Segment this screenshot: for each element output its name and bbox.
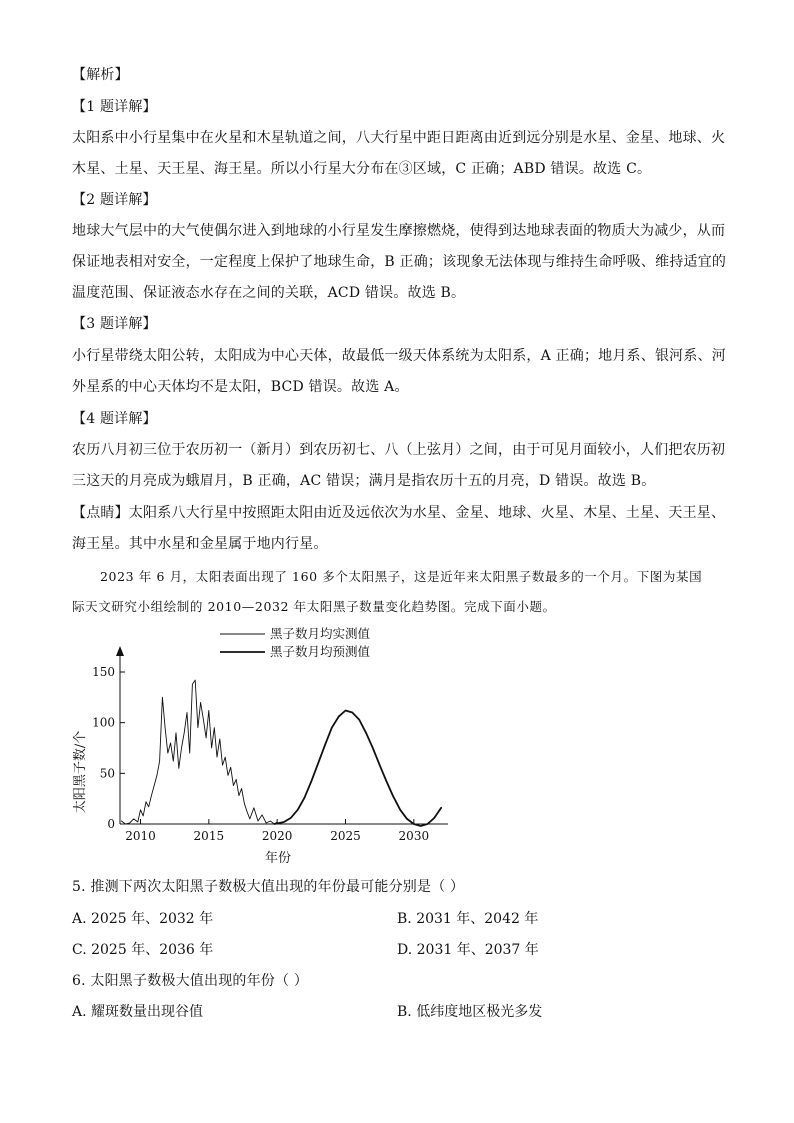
- q2-text-line: 温度范围、保证液态水存在之间的关联，ACD 错误。故选 B。: [72, 285, 466, 301]
- q3-header: 【3 题详解】: [72, 316, 157, 332]
- x-tick-label: 2015: [193, 829, 225, 843]
- q1-header: 【1 题详解】: [72, 99, 157, 115]
- y-axis-label: 太阳黑子数/个: [73, 730, 88, 814]
- q1-text-line: 太阳系中小行星集中在火星和木星轨道之间，八大行星中距日距离由近到远分别是水星、金星、地球、火: [72, 130, 726, 146]
- intro-line: 际天文研究小组绘制的 2010—2032 年太阳黑子数量变化趋势图。完成下面小题。: [72, 599, 556, 614]
- intro-line: 2023 年 6 月，太阳表面出现了 160 多个太阳黑子，这是近年来太阳黑子数最多的一个月。下图为某国: [100, 569, 703, 584]
- series-line-observed: [121, 680, 277, 824]
- x-axis-label: 年份: [264, 851, 292, 866]
- tip-line: [72, 503, 732, 523]
- question-6-option-b[interactable]: B. 低纬度地区极光多发: [397, 1004, 543, 1020]
- y-tick-label: 50: [99, 766, 115, 781]
- q2-text-line: 地球大气层中的大气使偶尔进入到地球的小行星发生摩擦燃烧，使得到达地球表面的物质大为减少，从而: [72, 223, 726, 239]
- tip-label: 【点睛】: [72, 505, 129, 521]
- tip-text: 太阳系八大行星中按照距太阳由近及远依次为水星、金星、地球、火星、木星、土星、天王星、: [128, 505, 726, 521]
- q3-text-line: 外星系的中心天体均不是太阳，BCD 错误。故选 A。: [72, 379, 409, 395]
- legend-label: 黑子数月均预测值: [270, 644, 371, 659]
- y-tick-label: 100: [92, 715, 115, 730]
- question-6-stem: 6. 太阳黑子数极大值出现的年份（ ）: [72, 973, 309, 989]
- chart-ticks: [92, 665, 429, 843]
- series-line-predicted: [274, 711, 441, 827]
- chart-series: [121, 680, 441, 826]
- q2-header: 【2 题详解】: [72, 192, 157, 208]
- y-tick-label: 0: [107, 817, 115, 831]
- x-tick-label: 2025: [330, 829, 361, 843]
- question-5-option-c[interactable]: C. 2025 年、2036 年: [72, 942, 214, 958]
- question-6-option-a[interactable]: A. 耀斑数量出现谷值: [72, 1004, 204, 1020]
- q4-header: 【4 题详解】: [72, 411, 157, 427]
- x-tick-label: 2010: [125, 829, 156, 843]
- legend-label: 黑子数月均实测值: [270, 626, 371, 641]
- q3-text-line: 小行星带绕太阳公转，太阳成为中心天体，故最低一级天体系统为太阳系，A 正确；地月系、银河系、河: [72, 348, 726, 364]
- question-5-option-b[interactable]: B. 2031 年、2042 年: [397, 911, 539, 927]
- q4-text-line: 三这天的月亮成为蛾眉月，B 正确，AC 错误；满月是指农历十五的月亮，D 错误。故选 B。: [72, 473, 656, 489]
- tip-text-line: 海王星。其中水星和金星属于地内行星。: [72, 536, 328, 552]
- y-axis-arrow: [116, 646, 124, 656]
- analysis-title: 【解析】: [72, 67, 129, 83]
- question-5-stem: 5. 推测下两次太阳黑子数极大值出现的年份最可能分别是（ ）: [72, 879, 465, 895]
- q1-text-line: 木星、土星、天王星、海王星。所以小行星大分布在③区域，C 正确；ABD 错误。故选 C。: [72, 161, 652, 177]
- chart-legend: [220, 626, 371, 659]
- q2-text-line: 保证地表相对安全，一定程度上保护了地球生命，B 正确；该现象无法体现与维持生命呼吸、维持适宜的: [72, 254, 727, 270]
- sunspot-chart: [60, 620, 480, 870]
- question-5-option-d[interactable]: D. 2031 年、2037 年: [397, 942, 539, 958]
- x-tick-label: 2030: [398, 829, 430, 843]
- x-tick-label: 2020: [261, 829, 293, 843]
- y-tick-label: 150: [92, 665, 115, 679]
- question-5-option-a[interactable]: A. 2025 年、2032 年: [72, 911, 214, 927]
- q4-text-line: 农历八月初三位于农历初一（新月）到农历初七、八（上弦月）之间，由于可见月面较小，人们把农历初: [72, 442, 726, 458]
